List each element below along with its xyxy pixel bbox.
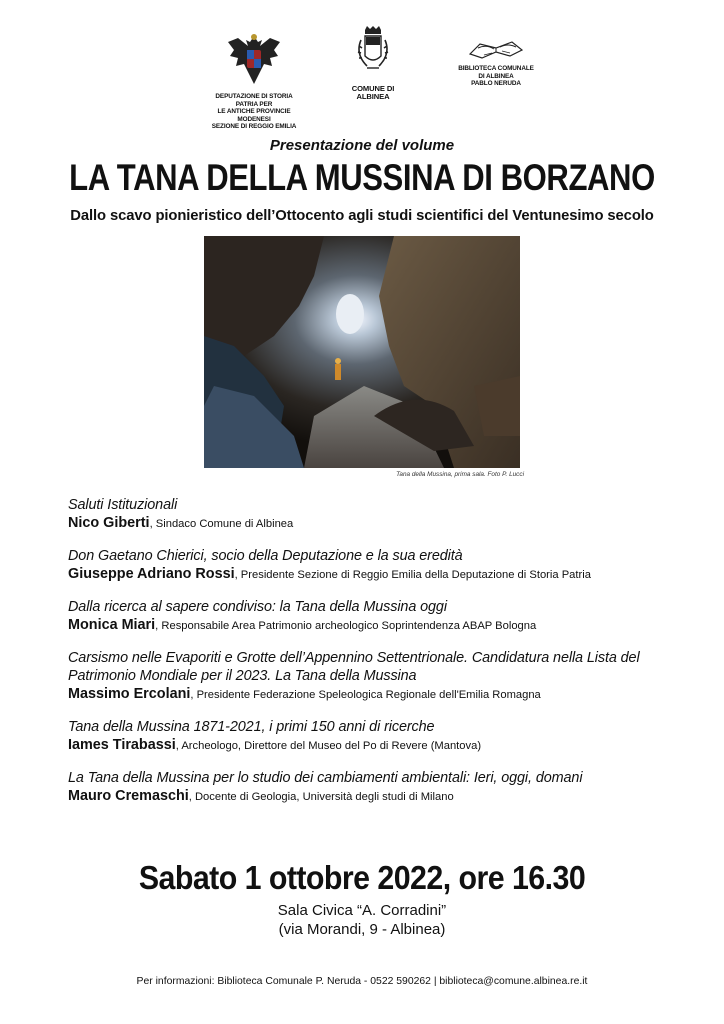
talk-title: Dalla ricerca al sapere condiviso: la Tana della Mussina oggi	[68, 599, 447, 615]
intro-line: Presentazione del volume	[269, 137, 455, 154]
program-item	[68, 547, 708, 585]
biblioteca-line-1: BIBLIOTECA COMUNALE	[458, 65, 534, 72]
speaker-role: , Presidente Sezione di Reggio Emilia della Deputazione di Storia Patria	[234, 569, 591, 581]
program-item	[68, 496, 708, 534]
talk-title: Saluti Istituzionali	[68, 497, 178, 513]
page-subtitle: Dallo scavo pionieristico dell’Ottocento agli studi scientifici del Ventunesimo secolo	[70, 208, 654, 224]
speaker-role: , Sindaco Comune di Albinea	[149, 518, 294, 530]
talk-title: Tana della Mussina 1871-2021, i primi 150 anni di ricerche	[68, 719, 435, 735]
speaker-name: Iames Tirabassi	[68, 737, 176, 753]
talk-title-cont: Patrimonio Mondiale per il 2023. La Tana della Mussina	[68, 668, 417, 684]
talk-speaker-line	[68, 616, 708, 636]
program-list	[68, 496, 708, 820]
deputazione-line-3: SEZIONE DI REGGIO EMILIA	[211, 123, 297, 131]
speaker-name: Massimo Ercolani	[68, 686, 191, 702]
talk-speaker-line	[68, 736, 708, 756]
speaker-role: , Docente di Geologia, Università degli studi di Milano	[188, 791, 454, 803]
program-item	[68, 718, 708, 756]
program-item	[68, 769, 708, 807]
event-address: (via Morandi, 9 - Albinea)	[278, 921, 446, 938]
municipal-crest-icon	[351, 26, 395, 76]
speaker-name: Nico Giberti	[68, 515, 150, 531]
speaker-name: Giuseppe Adriano Rossi	[68, 566, 235, 582]
event-venue: Sala Civica “A. Corradini”	[277, 902, 447, 919]
talk-speaker-line	[68, 685, 708, 705]
talk-speaker-line	[68, 787, 708, 807]
talk-speaker-line	[68, 565, 708, 585]
talk-speaker-line	[68, 514, 708, 534]
eagle-crest-icon	[224, 32, 284, 88]
deputazione-line-1: DEPUTAZIONE DI STORIA PATRIA PER	[215, 93, 293, 108]
speaker-role: , Archeologo, Direttore del Museo del Po di Revere (Mantova)	[175, 740, 482, 752]
footer-info: Per informazioni: Biblioteca Comunale P. Neruda - 0522 590262 | biblioteca@comune.albinea.re.it	[136, 976, 588, 987]
speaker-role: , Presidente Federazione Speleologica Regionale dell'Emilia Romagna	[190, 689, 541, 701]
deputazione-line-2: LE ANTICHE PROVINCIE MODENESI	[217, 108, 291, 123]
program-item	[68, 649, 708, 705]
talk-title: Don Gaetano Chierici, socio della Deputazione e la sua eredità	[68, 548, 463, 564]
biblioteca-line-3: PABLO NERUDA	[471, 80, 521, 88]
comune-label: COMUNE DI ALBINEA	[351, 84, 395, 101]
comune-logo	[336, 26, 410, 100]
biblioteca-logo	[452, 38, 540, 88]
photo-caption: Tana della Mussina, prima sala. Foto P. Lucci	[396, 471, 524, 478]
open-book-icon	[466, 38, 526, 60]
speaker-name: Monica Miari	[68, 617, 156, 633]
talk-title: Carsismo nelle Evaporiti e Grotte dell’Appennino Settentrionale. Candidatura nella Lista del	[68, 650, 640, 666]
page-title: LA TANA DELLA MUSSINA DI BORZANO	[69, 157, 655, 198]
event-venue-block	[0, 901, 724, 939]
event-date: Sabato 1 ottobre 2022, ore 16.30	[138, 859, 586, 896]
biblioteca-line-2: DI ALBINEA	[478, 72, 514, 80]
talk-title: La Tana della Mussina per lo studio dei cambiamenti ambientali: Ieri, oggi, domani	[68, 770, 583, 786]
speaker-name: Mauro Cremaschi	[68, 788, 189, 804]
speaker-role: , Responsabile Area Patrimonio archeologico Soprintendenza ABAP Bologna	[155, 620, 537, 632]
program-item	[68, 598, 708, 636]
cave-photo	[204, 236, 520, 468]
deputazione-logo	[206, 32, 302, 131]
